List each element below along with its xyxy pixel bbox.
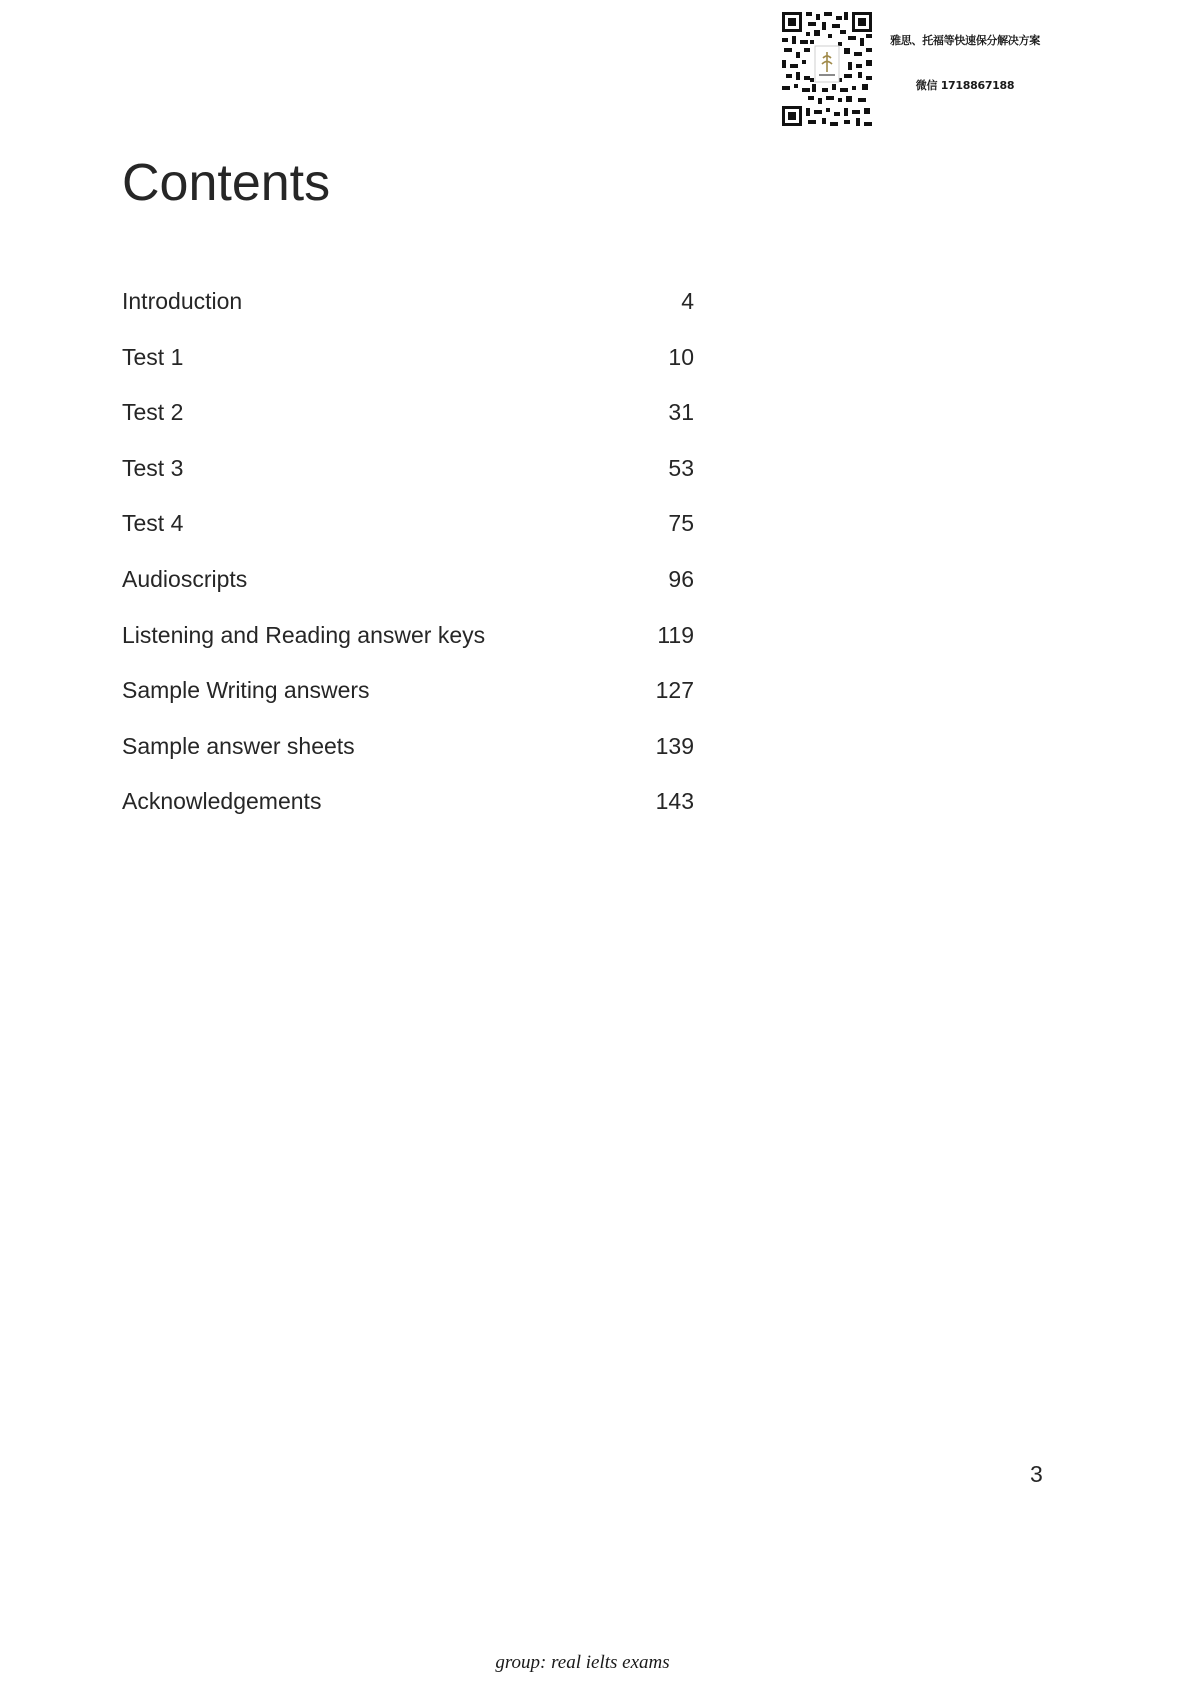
qr-code-icon — [782, 12, 872, 126]
toc-entry-answer-keys — [122, 621, 694, 677]
toc-entry-page: 31 — [668, 399, 694, 426]
toc-entry-test-2 — [122, 398, 694, 454]
toc-entry-test-3 — [122, 454, 694, 510]
toc-entry-sample-writing — [122, 676, 694, 732]
toc-entry-audioscripts — [122, 565, 694, 621]
page-number: 3 — [1030, 1461, 1043, 1487]
toc-entry-title: Introduction — [122, 288, 243, 314]
toc-entry-test-4 — [122, 509, 694, 565]
footer-group-text: group: real ielts exams — [495, 1652, 670, 1673]
toc-entry-title: Listening and Reading answer keys — [122, 621, 486, 648]
toc-entry-title: Sample Writing answers — [122, 677, 370, 704]
page-title: Contents — [122, 154, 331, 212]
toc-entry-title: Test 4 — [122, 510, 184, 537]
toc-entry-title: Test 1 — [122, 343, 184, 370]
promo-line-2: 微信 1718867188 — [915, 79, 1015, 92]
toc-entry-title: Test 3 — [122, 454, 184, 481]
toc-entry-page: 53 — [668, 454, 694, 481]
toc-entry-acknowledgements — [122, 787, 694, 843]
promo-line-1: 雅思、托福等快速保分解决方案 — [890, 34, 1040, 47]
toc-entry-introduction — [122, 287, 694, 343]
toc-entry-answer-sheets — [122, 732, 694, 788]
toc-entry-page: 10 — [668, 343, 694, 370]
toc-entry-page: 4 — [681, 288, 694, 314]
toc-entry-page: 119 — [657, 621, 694, 648]
toc-entry-page: 96 — [668, 565, 694, 592]
toc-entry-test-1 — [122, 343, 694, 399]
toc-entry-page: 139 — [655, 732, 694, 759]
toc-entry-page: 75 — [668, 510, 694, 537]
toc-entry-title: Sample answer sheets — [122, 732, 355, 759]
toc-entry-title: Acknowledgements — [122, 788, 322, 815]
toc-entry-page: 143 — [655, 788, 694, 815]
toc-entry-title: Audioscripts — [122, 565, 248, 592]
toc-entry-title: Test 2 — [122, 399, 184, 426]
promo-text — [885, 32, 1045, 93]
table-of-contents — [122, 287, 694, 843]
toc-entry-page: 127 — [655, 677, 694, 704]
